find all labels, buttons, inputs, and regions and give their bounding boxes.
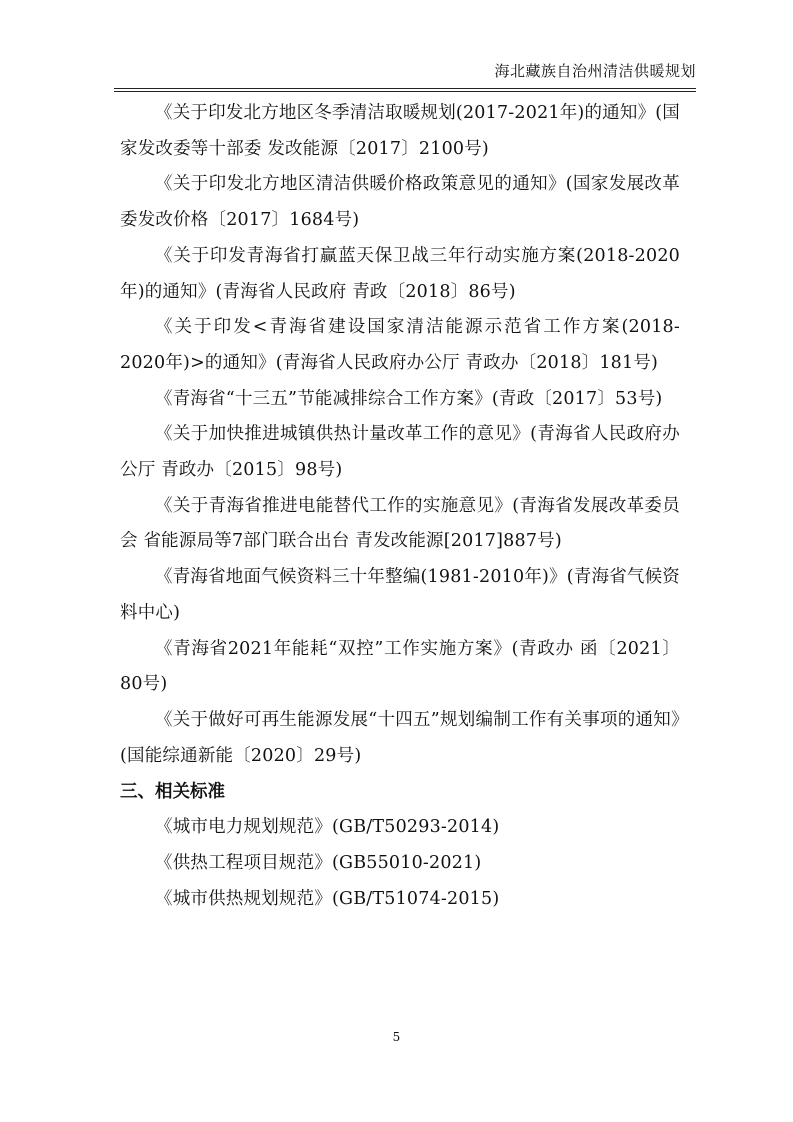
reference-item: 《关于印发<青海省建设国家清洁能源示范省工作方案(2018-2020年)>的通知》(青海省人民政府办公厅 青政办〔2018〕181号) [120,317,680,373]
reference-item: 《关于印发青海省打赢蓝天保卫战三年行动实施方案(2018-2020年)的通知》(青海省人民政府 青政〔2018〕86号) [120,245,680,302]
reference-item: 《关于印发北方地区清洁供暖价格政策意见的通知》(国家发展改革委发改价格〔2017〕1684号) [120,174,680,231]
reference-item: 《关于印发北方地区冬季清洁取暖规划(2017-2021年)的通知》(国家发改委等十部委 发改能源〔2017〕2100号) [120,103,680,159]
running-header: 海北藏族自治州清洁供暖规划 [494,62,696,80]
standard-item: 《城市电力规划规范》(GB/T50293-2014) [155,817,500,838]
standard-item: 《城市供热规划规范》(GB/T51074-2015) [155,888,500,909]
reference-item: 《关于加快推进城镇供热计量改革工作的意见》(青海省人民政府办公厅 青政办〔2015〕98号) [120,424,680,481]
section-heading: 三、相关标准 [120,782,225,803]
reference-item: 《青海省地面气候资料三十年整编(1981-2010年)》(青海省气候资料中心) [120,567,680,623]
standard-item: 《供热工程项目规范》(GB55010-2021) [155,853,482,874]
page-number: 5 [392,1030,401,1044]
reference-item: 《青海省2021年能耗“双控”工作实施方案》(青政办 函〔2021〕80号) [120,638,680,695]
header-rule-bottom [114,91,696,92]
reference-item: 《青海省“十三五”节能减排综合工作方案》(青政〔2017〕53号) [155,388,663,409]
header-rule-top [114,88,696,89]
page-body [120,96,680,917]
reference-item: 《关于做好可再生能源发展“十四五”规划编制工作有关事项的通知》(国能综通新能〔2020〕29号) [120,709,680,766]
reference-item: 《关于青海省推进电能替代工作的实施意见》(青海省发展改革委员会 省能源局等7部门联合出台 青发改能源[2017]887号) [120,495,680,552]
